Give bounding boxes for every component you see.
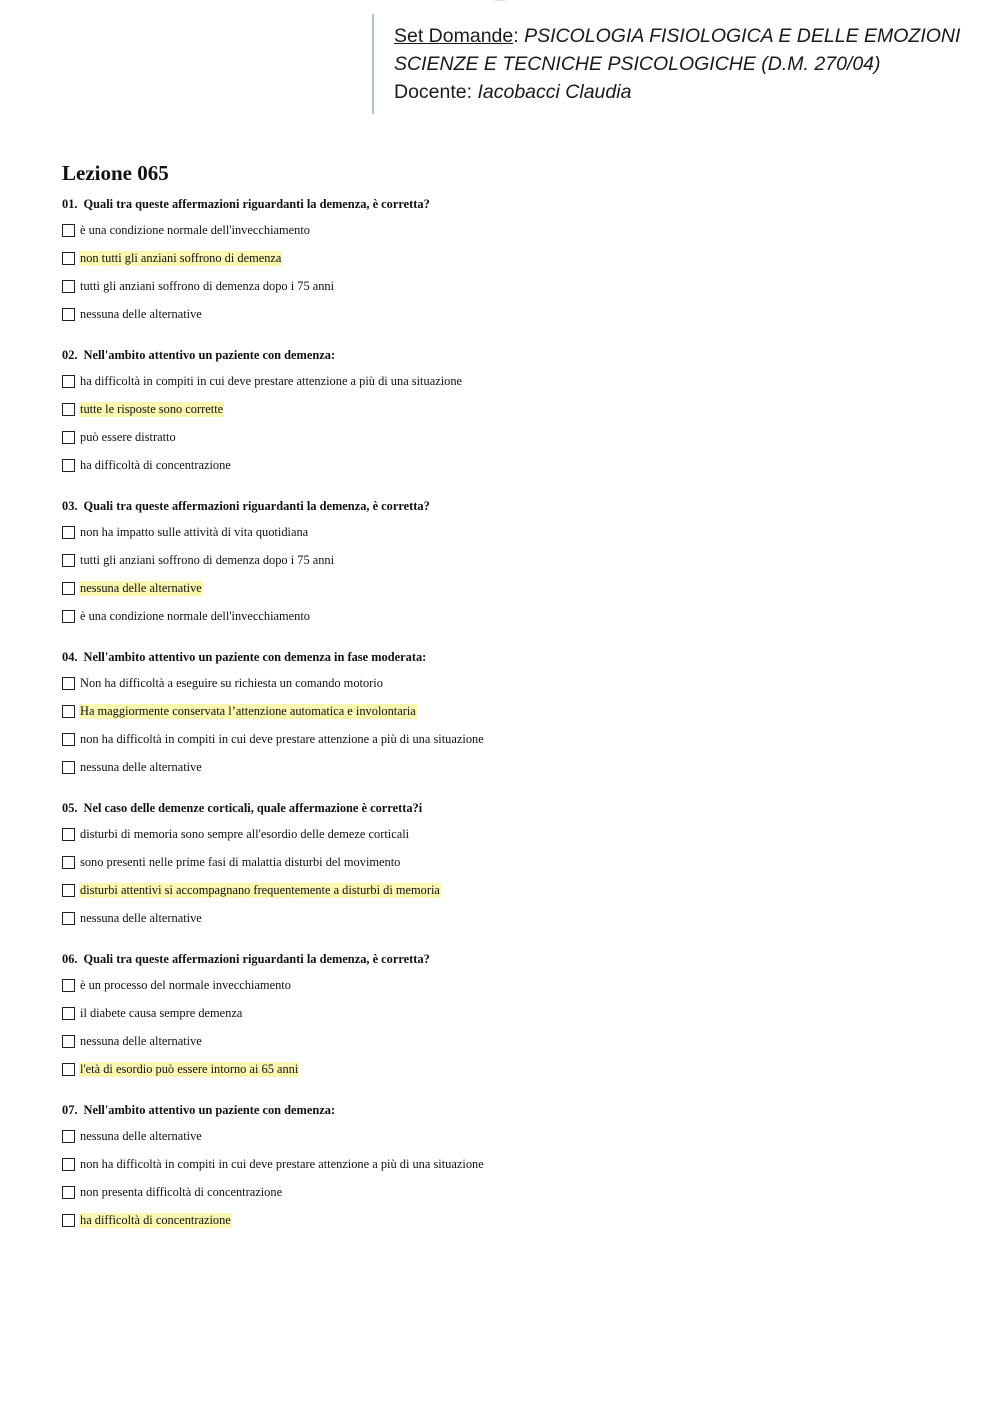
- question-text: Nell'ambito attentivo un paziente con demenza:: [83, 348, 336, 362]
- answer-option[interactable]: [62, 272, 962, 300]
- answer-checkbox[interactable]: [62, 979, 75, 992]
- answer-checkbox[interactable]: [62, 610, 75, 623]
- answer-option[interactable]: [62, 1178, 962, 1206]
- answer-text: nessuna delle alternative: [80, 759, 202, 774]
- answer-checkbox[interactable]: [62, 1158, 75, 1171]
- answer-checkbox[interactable]: [62, 403, 75, 416]
- answer-checkbox[interactable]: [62, 252, 75, 265]
- question-title: [62, 647, 962, 669]
- answer-checkbox[interactable]: [62, 1130, 75, 1143]
- answer-option[interactable]: [62, 669, 962, 697]
- answer-option[interactable]: [62, 1027, 962, 1055]
- question-text: Quali tra queste affermazioni riguardanti la demenza, è corretta?: [83, 197, 430, 211]
- answer-text-correct: nessuna delle alternative: [80, 580, 202, 595]
- answer-option[interactable]: [62, 999, 962, 1027]
- answer-text: nessuna delle alternative: [80, 1033, 202, 1048]
- answer-text-correct: tutte le risposte sono corrette: [80, 401, 224, 416]
- answer-option[interactable]: [62, 602, 962, 630]
- question-title: [62, 798, 962, 820]
- answer-checkbox[interactable]: [62, 308, 75, 321]
- question-text: Quali tra queste affermazioni riguardanti la demenza, è corretta?: [83, 499, 430, 513]
- question-block: [62, 647, 962, 798]
- set-colon: :: [513, 25, 519, 47]
- answer-checkbox[interactable]: [62, 677, 75, 690]
- answer-checkbox[interactable]: [62, 1063, 75, 1076]
- answer-option[interactable]: [62, 848, 962, 876]
- question-number: 01.: [62, 197, 78, 211]
- answer-checkbox[interactable]: [62, 526, 75, 539]
- question-text: Nel caso delle demenze corticali, quale affermazione è corretta?i: [83, 801, 423, 815]
- question-number: 05.: [62, 801, 78, 815]
- answer-checkbox[interactable]: [62, 1035, 75, 1048]
- set-label: Set Domande: [394, 25, 514, 47]
- teacher-label: Docente:: [394, 81, 473, 103]
- answer-text: è una condizione normale dell'invecchiamento: [80, 222, 310, 237]
- question-list: [62, 194, 962, 1251]
- question-block: [62, 194, 962, 345]
- answer-option[interactable]: [62, 1055, 962, 1083]
- answer-text-correct: non tutti gli anziani soffrono di demenza: [80, 250, 282, 265]
- answer-text-correct: l'età di esordio può essere intorno ai 65 anni: [80, 1061, 299, 1076]
- answer-checkbox[interactable]: [62, 856, 75, 869]
- answer-text: nessuna delle alternative: [80, 910, 202, 925]
- answer-text: il diabete causa sempre demenza: [80, 1005, 243, 1020]
- question-title: [62, 194, 962, 216]
- question-number: 06.: [62, 952, 78, 966]
- answer-option[interactable]: [62, 300, 962, 328]
- answer-checkbox[interactable]: [62, 1007, 75, 1020]
- course-line: [394, 22, 972, 50]
- answer-option[interactable]: [62, 697, 962, 725]
- answer-checkbox[interactable]: [62, 912, 75, 925]
- question-block: [62, 496, 962, 647]
- answer-text: non presenta difficoltà di concentrazione: [80, 1184, 283, 1199]
- question-number: 03.: [62, 499, 78, 513]
- answer-text: nessuna delle alternative: [80, 306, 202, 321]
- answer-option[interactable]: [62, 216, 962, 244]
- question-text: Nell'ambito attentivo un paziente con demenza:: [83, 1103, 336, 1117]
- course-title-line2: SCIENZE E TECNICHE PSICOLOGICHE (D.M. 270/04): [394, 53, 881, 75]
- page-header-mark: Set Domande: [494, 0, 506, 2]
- answer-option[interactable]: [62, 451, 962, 479]
- answer-checkbox[interactable]: [62, 705, 75, 718]
- answer-text: tutti gli anziani soffrono di demenza dopo i 75 anni: [80, 278, 335, 293]
- answer-text: è un processo del normale invecchiamento: [80, 977, 291, 992]
- question-title: [62, 496, 962, 518]
- teacher-line: [394, 78, 972, 106]
- document-header: [372, 14, 972, 114]
- answer-option[interactable]: [62, 820, 962, 848]
- question-title: [62, 949, 962, 971]
- answer-option[interactable]: [62, 367, 962, 395]
- question-text: Nell'ambito attentivo un paziente con demenza in fase moderata:: [83, 650, 427, 664]
- answer-text: ha difficoltà in compiti in cui deve prestare attenzione a più di una situazione: [80, 373, 463, 388]
- answer-text-correct: disturbi attentivi si accompagnano frequentemente a disturbi di memoria: [80, 882, 440, 897]
- answer-option[interactable]: [62, 1206, 962, 1234]
- answer-option[interactable]: [62, 546, 962, 574]
- answer-option[interactable]: [62, 244, 962, 272]
- answer-option[interactable]: [62, 395, 962, 423]
- answer-text: ha difficoltà di concentrazione: [80, 457, 231, 472]
- answer-checkbox[interactable]: [62, 761, 75, 774]
- answer-option[interactable]: [62, 1150, 962, 1178]
- lesson-title: Lezione 065: [62, 161, 169, 185]
- answer-text-correct: ha difficoltà di concentrazione: [80, 1212, 231, 1227]
- answer-option[interactable]: [62, 574, 962, 602]
- answer-option[interactable]: [62, 876, 962, 904]
- answer-checkbox[interactable]: [62, 459, 75, 472]
- question-number: 04.: [62, 650, 78, 664]
- course-subtitle-line: [394, 50, 972, 78]
- question-block: [62, 1100, 962, 1251]
- question-title: [62, 1100, 962, 1122]
- answer-checkbox[interactable]: [62, 375, 75, 388]
- answer-checkbox[interactable]: [62, 1214, 75, 1227]
- question-number: 07.: [62, 1103, 78, 1117]
- answer-text: non ha impatto sulle attività di vita quotidiana: [80, 524, 309, 539]
- answer-checkbox[interactable]: [62, 224, 75, 237]
- teacher-name: Iacobacci Claudia: [477, 81, 632, 103]
- answer-checkbox[interactable]: [62, 554, 75, 567]
- answer-option[interactable]: [62, 1122, 962, 1150]
- answer-checkbox[interactable]: [62, 280, 75, 293]
- answer-option[interactable]: [62, 753, 962, 781]
- answer-option[interactable]: [62, 971, 962, 999]
- question-block: [62, 798, 962, 949]
- answer-text: non ha difficoltà in compiti in cui deve prestare attenzione a più di una situazione: [80, 1156, 484, 1171]
- answer-text: Non ha difficoltà a eseguire su richiesta un comando motorio: [80, 675, 383, 690]
- answer-checkbox[interactable]: [62, 884, 75, 897]
- answer-text: sono presenti nelle prime fasi di malattia disturbi del movimento: [80, 854, 401, 869]
- question-number: 02.: [62, 348, 78, 362]
- answer-checkbox[interactable]: [62, 1186, 75, 1199]
- answer-text: tutti gli anziani soffrono di demenza dopo i 75 anni: [80, 552, 335, 567]
- answer-text: disturbi di memoria sono sempre all'esordio delle demeze corticali: [80, 826, 410, 841]
- question-block: [62, 345, 962, 496]
- answer-option[interactable]: [62, 423, 962, 451]
- answer-option[interactable]: [62, 725, 962, 753]
- course-title-line1: PSICOLOGIA FISIOLOGICA E DELLE EMOZIONI: [524, 25, 961, 47]
- answer-checkbox[interactable]: [62, 828, 75, 841]
- answer-option[interactable]: [62, 518, 962, 546]
- question-title: [62, 345, 962, 367]
- question-text: Quali tra queste affermazioni riguardanti la demenza, è corretta?: [83, 952, 430, 966]
- answer-text-correct: Ha maggiormente conservata l’attenzione automatica e involontaria: [80, 703, 416, 718]
- question-block: [62, 949, 962, 1100]
- answer-checkbox[interactable]: [62, 431, 75, 444]
- answer-text: non ha difficoltà in compiti in cui deve prestare attenzione a più di una situazione: [80, 731, 484, 746]
- answer-checkbox[interactable]: [62, 733, 75, 746]
- answer-text: è una condizione normale dell'invecchiamento: [80, 608, 310, 623]
- answer-text: può essere distratto: [80, 429, 176, 444]
- answer-option[interactable]: [62, 904, 962, 932]
- answer-text: nessuna delle alternative: [80, 1128, 202, 1143]
- answer-checkbox[interactable]: [62, 582, 75, 595]
